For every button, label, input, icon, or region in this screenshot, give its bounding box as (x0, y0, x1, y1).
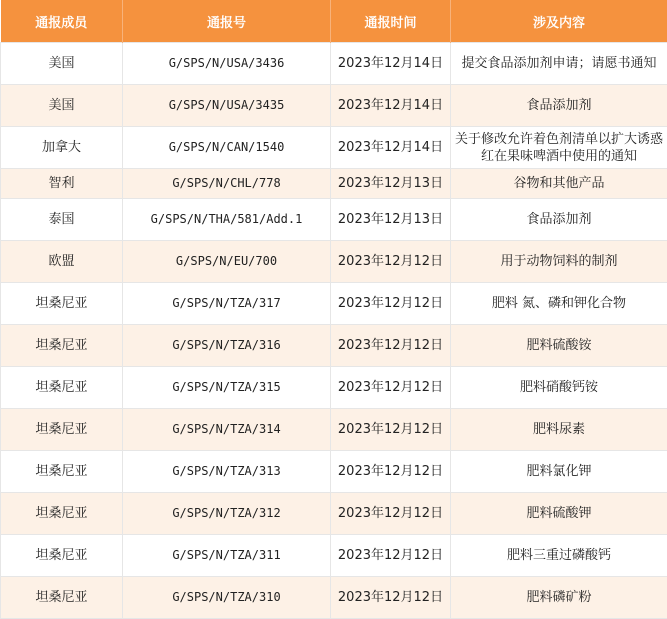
table-row (1, 283, 667, 325)
cell-content: 用于动物饲料的制剂 (451, 241, 667, 283)
cell-member: 加拿大 (1, 127, 123, 169)
cell-member: 智利 (1, 169, 123, 199)
cell-date: 2023年12月14日 (331, 43, 451, 85)
table-row (1, 43, 667, 85)
cell-content: 提交食品添加剂申请；请愿书通知 (451, 43, 667, 85)
cell-content: 食品添加剂 (451, 199, 667, 241)
cell-member: 泰国 (1, 199, 123, 241)
cell-member: 坦桑尼亚 (1, 493, 123, 535)
cell-number: G/SPS/N/CHL/778 (123, 169, 331, 199)
cell-date: 2023年12月12日 (331, 577, 451, 619)
header-member: 通报成员 (1, 0, 123, 43)
table-row (1, 451, 667, 493)
cell-number: G/SPS/N/TZA/311 (123, 535, 331, 577)
table-body (1, 43, 667, 619)
table-row (1, 577, 667, 619)
cell-number: G/SPS/N/CAN/1540 (123, 127, 331, 169)
cell-content: 食品添加剂 (451, 85, 667, 127)
cell-member: 美国 (1, 85, 123, 127)
cell-content: 肥料硫酸钾 (451, 493, 667, 535)
cell-date: 2023年12月13日 (331, 169, 451, 199)
cell-number: G/SPS/N/TZA/317 (123, 283, 331, 325)
cell-member: 美国 (1, 43, 123, 85)
cell-date: 2023年12月12日 (331, 367, 451, 409)
cell-member: 坦桑尼亚 (1, 451, 123, 493)
cell-content: 肥料磷矿粉 (451, 577, 667, 619)
cell-date: 2023年12月13日 (331, 199, 451, 241)
table-row (1, 409, 667, 451)
cell-date: 2023年12月12日 (331, 325, 451, 367)
cell-content: 谷物和其他产品 (451, 169, 667, 199)
cell-member: 坦桑尼亚 (1, 283, 123, 325)
header-date: 通报时间 (331, 0, 451, 43)
cell-member: 坦桑尼亚 (1, 577, 123, 619)
cell-number: G/SPS/N/EU/700 (123, 241, 331, 283)
table-header-row (1, 0, 667, 43)
cell-number: G/SPS/N/TZA/316 (123, 325, 331, 367)
cell-number: G/SPS/N/USA/3435 (123, 85, 331, 127)
cell-content: 肥料尿素 (451, 409, 667, 451)
cell-content: 肥料硫酸铵 (451, 325, 667, 367)
table-row (1, 127, 667, 169)
cell-member: 坦桑尼亚 (1, 409, 123, 451)
cell-member: 坦桑尼亚 (1, 325, 123, 367)
cell-member: 坦桑尼亚 (1, 535, 123, 577)
header-number: 通报号 (123, 0, 331, 43)
table-row (1, 493, 667, 535)
cell-date: 2023年12月12日 (331, 451, 451, 493)
cell-date: 2023年12月12日 (331, 409, 451, 451)
cell-content: 关于修改允许着色剂清单以扩大诱惑红在果味啤酒中使用的通知 (451, 127, 667, 169)
table-row (1, 169, 667, 199)
cell-date: 2023年12月12日 (331, 241, 451, 283)
cell-number: G/SPS/N/TZA/315 (123, 367, 331, 409)
cell-number: G/SPS/N/THA/581/Add.1 (123, 199, 331, 241)
table-row (1, 85, 667, 127)
table-row (1, 535, 667, 577)
cell-number: G/SPS/N/USA/3436 (123, 43, 331, 85)
cell-content: 肥料三重过磷酸钙 (451, 535, 667, 577)
cell-member: 欧盟 (1, 241, 123, 283)
table-row (1, 325, 667, 367)
cell-date: 2023年12月14日 (331, 127, 451, 169)
cell-date: 2023年12月14日 (331, 85, 451, 127)
cell-date: 2023年12月12日 (331, 283, 451, 325)
table-row (1, 367, 667, 409)
cell-content: 肥料硝酸钙铵 (451, 367, 667, 409)
header-content: 涉及内容 (451, 0, 667, 43)
cell-number: G/SPS/N/TZA/314 (123, 409, 331, 451)
cell-content: 肥料氯化钾 (451, 451, 667, 493)
cell-date: 2023年12月12日 (331, 493, 451, 535)
cell-member: 坦桑尼亚 (1, 367, 123, 409)
cell-date: 2023年12月12日 (331, 535, 451, 577)
table-row (1, 199, 667, 241)
cell-number: G/SPS/N/TZA/313 (123, 451, 331, 493)
cell-number: G/SPS/N/TZA/310 (123, 577, 331, 619)
cell-number: G/SPS/N/TZA/312 (123, 493, 331, 535)
table-row (1, 241, 667, 283)
cell-content: 肥料 氮、磷和钾化合物 (451, 283, 667, 325)
